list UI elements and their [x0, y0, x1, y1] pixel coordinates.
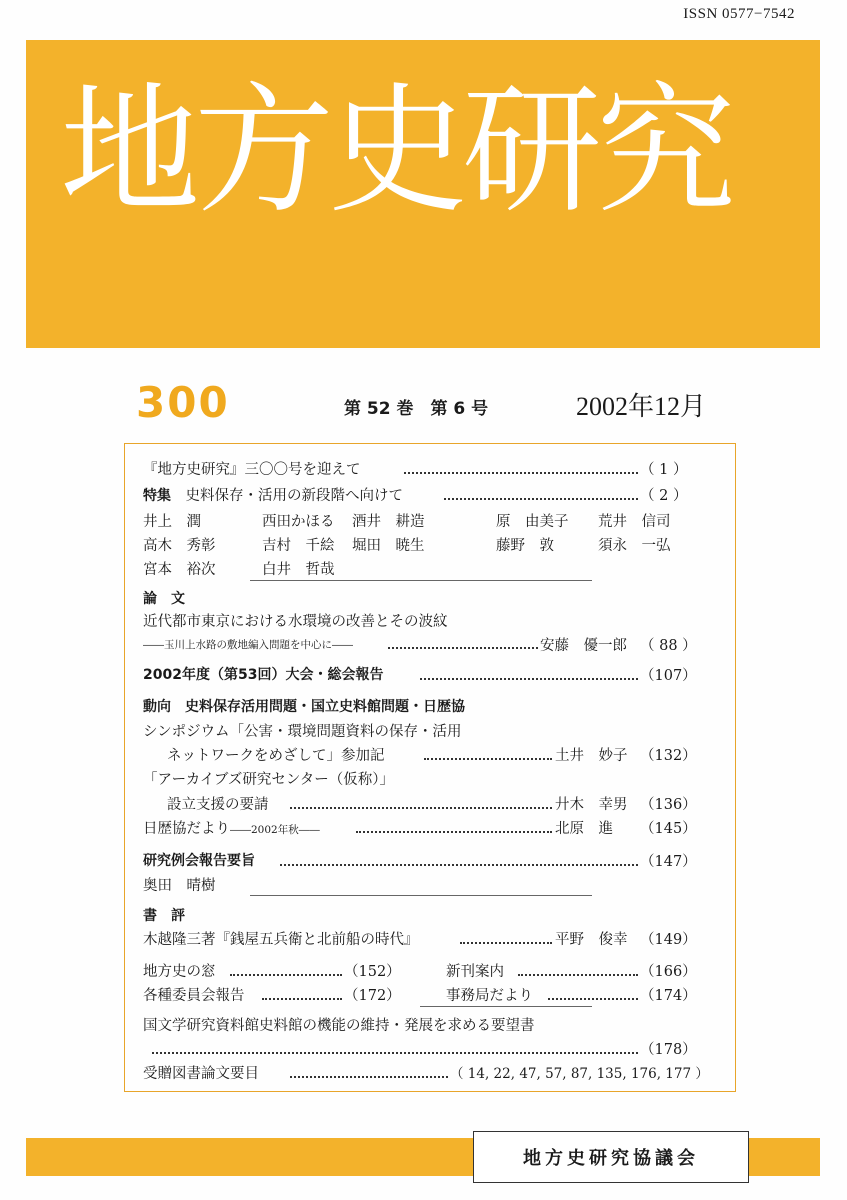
feature-author: 宮本 裕次	[143, 562, 216, 578]
separator	[420, 1006, 592, 1007]
feature-author: 井上 潤	[143, 514, 201, 530]
page-number: （174）	[640, 988, 697, 1004]
page-number: （178）	[640, 1042, 697, 1058]
toc-misc-item[interactable]: 各種委員会報告	[143, 988, 245, 1004]
leader-dots	[460, 942, 552, 944]
leader-dots	[262, 998, 342, 1000]
toc-nichirekikyo[interactable]: 日歴協だより――2002年秋――	[143, 821, 320, 837]
issue-info	[0, 378, 847, 428]
issue-number: 300	[136, 378, 230, 427]
page-number: （ 2 ）	[640, 488, 688, 504]
separator	[250, 580, 592, 581]
page-number: （107）	[640, 668, 697, 684]
toc-misc-item[interactable]: 地方史の窓	[143, 964, 216, 980]
leader-dots	[518, 974, 638, 976]
page-number: （149）	[640, 932, 697, 948]
leader-dots	[356, 831, 552, 833]
separator	[250, 895, 592, 896]
page-number: （145）	[640, 821, 697, 837]
page-number: （132）	[640, 748, 697, 764]
feature-author: 須永 一弘	[598, 538, 671, 554]
page-number: （ 88 ）	[640, 638, 697, 654]
leader-dots	[404, 472, 638, 474]
toc-archives-line2: 設立支援の要請	[167, 797, 269, 813]
page-number: （147）	[640, 854, 697, 870]
toc-author: 奥田 晴樹	[143, 878, 216, 894]
feature-author: 藤野 敦	[496, 538, 554, 554]
toc-author: 土井 妙子	[555, 748, 628, 764]
feature-author: 高木 秀彰	[143, 538, 216, 554]
toc-reikai[interactable]: 研究例会報告要旨	[143, 853, 255, 869]
page-number: （ 14, 22, 47, 57, 87, 135, 176, 177 ）	[450, 1066, 709, 1082]
toc-misc-item[interactable]: 新刊案内	[446, 964, 504, 980]
toc-youbou[interactable]: 国文学研究資料館史料館の機能の維持・発展を求める要望書	[143, 1018, 535, 1034]
toc-author: 北原 進	[555, 821, 613, 837]
toc-archives[interactable]: 「アーカイブズ研究センター（仮称）」	[143, 772, 394, 788]
feature-author: 堀田 暁生	[352, 538, 425, 554]
feature-author: 吉村 千絵	[262, 538, 335, 554]
feature-author: 荒井 信司	[598, 514, 671, 530]
toc-symposium[interactable]: シンポジウム「公害・環境問題資料の保存・活用	[143, 724, 462, 740]
section-label-shohyo: 書 評	[143, 908, 185, 924]
toc-taikai[interactable]: 2002年度（第53回）大会・総会報告	[143, 667, 384, 683]
leader-dots	[444, 498, 638, 500]
feature-author: 西田かほる	[262, 514, 335, 530]
page-number: （136）	[640, 797, 697, 813]
toc-author: 安藤 優一郎	[540, 638, 627, 654]
publisher-name: 地方史研究協議会	[473, 1131, 749, 1183]
toc-author: 廾木 幸男	[555, 797, 628, 813]
leader-dots	[290, 1076, 448, 1078]
leader-dots	[290, 807, 552, 809]
toc-misc-item[interactable]: 事務局だより	[446, 988, 533, 1004]
toc-author: 平野 俊幸	[555, 932, 628, 948]
section-label-ronbun: 論 文	[143, 591, 185, 607]
page-number: （ 1 ）	[640, 462, 688, 478]
feature-author: 原 由美子	[496, 514, 569, 530]
issue-date: 2002年12月	[576, 392, 707, 421]
issn: ISSN 0577−7542	[683, 6, 795, 22]
toc-feature[interactable]: 特集 史料保存・活用の新段階へ向けて	[143, 488, 403, 504]
toc-doukou: 動向 史料保存活用問題・国立史料館問題・日歴協	[143, 699, 465, 715]
toc-shohyo[interactable]: 木越隆三著『銭屋五兵衛と北前船の時代』	[143, 932, 419, 948]
toc-ronbun-subtitle: ――玉川上水路の敷地編入問題を中心に――	[143, 639, 353, 651]
leader-dots	[152, 1052, 638, 1054]
page-number: （172）	[344, 988, 401, 1004]
toc-juzou[interactable]: 受贈図書論文要目	[143, 1066, 259, 1082]
feature-author: 白井 哲哉	[262, 562, 335, 578]
toc-commemorative[interactable]: 『地方史研究』三〇〇号を迎えて	[143, 462, 361, 478]
leader-dots	[280, 864, 638, 866]
leader-dots	[388, 647, 538, 649]
volume-number: 第 52 巻 第 6 号	[344, 399, 489, 419]
leader-dots	[548, 998, 638, 1000]
page-number: （152）	[344, 964, 401, 980]
feature-author: 酒井 耕造	[352, 514, 425, 530]
leader-dots	[230, 974, 342, 976]
toc-symposium-line2: ネットワークをめざして」参加記	[167, 748, 385, 764]
journal-title: 地方史研究	[60, 70, 731, 233]
leader-dots	[424, 758, 552, 760]
toc-ronbun[interactable]: 近代都市東京における水環境の改善とその波紋	[143, 614, 448, 630]
feature-label: 特集	[143, 488, 171, 504]
leader-dots	[420, 678, 638, 680]
page-number: （166）	[640, 964, 697, 980]
